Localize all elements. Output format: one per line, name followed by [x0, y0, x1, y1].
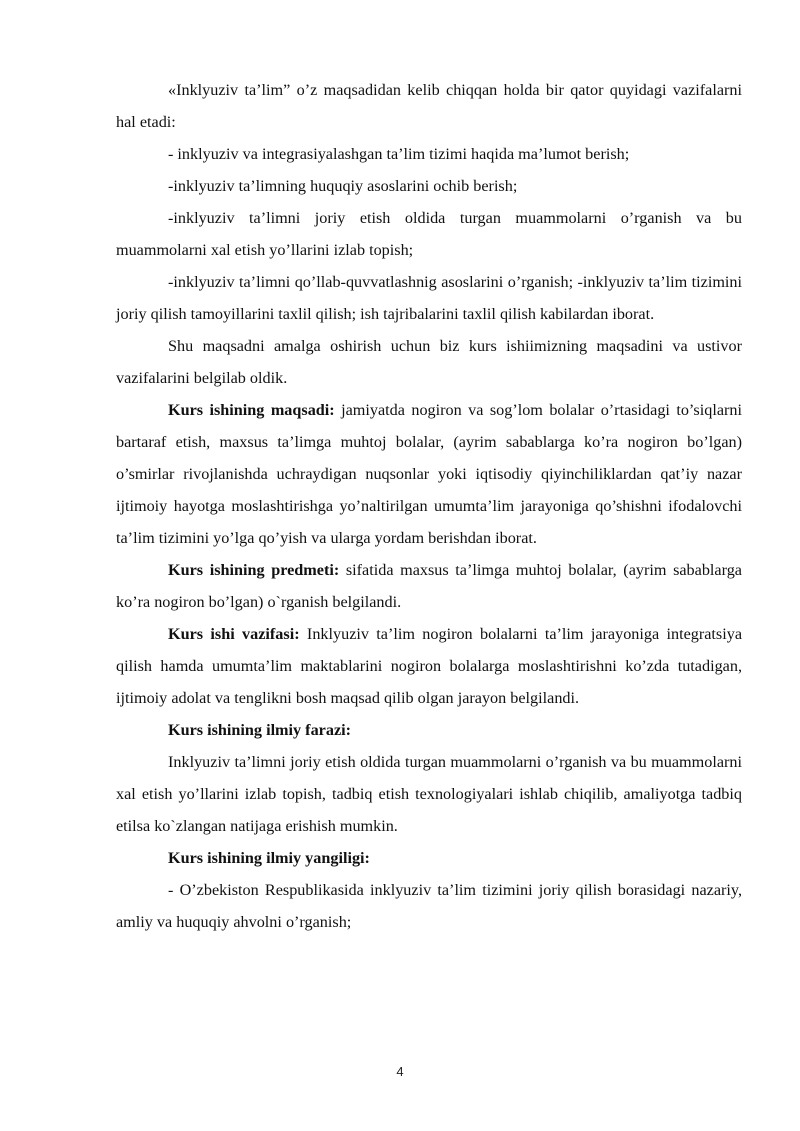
paragraph-goal: Kurs ishining maqsadi: jamiyatda nogiron va sog’lom bolalar o’rtasidagi to’siqlarni bartaraf etish, maxsus ta’limga muhtoj bolalar, (ayrim sabablarga ko’ra nogiron bo’lgan) o’smirlar rivojlanishda uchraydigan nuqsonlar yoki iqtisodiy qiyinchiliklardan qat’iy nazar ijtimoiy hayotga moslashtirishga yo’naltirilgan umumta’lim jarayoniga qo’shishni ifodalovchi ta’lim tizimini yo’lga qo’yish va ularga yordam berishdan iborat.: [116, 401, 742, 547]
document-body: [116, 74, 742, 938]
paragraph-intro: «Inklyuziv ta’lim” o’z maqsadidan kelib chiqqan holda bir qator quyidagi vazifalarni hal etadi:: [116, 81, 742, 131]
paragraph-summary: Shu maqsadni amalga oshirish uchun biz kurs ishiimizning maqsadini va ustivor vazifalarini belgilab oldik.: [116, 337, 742, 387]
paragraph-task-1: - inklyuziv va integrasiyalashgan ta’lim tizimi haqida ma’lumot berish;: [168, 145, 630, 163]
objective-heading: Kurs ishi vazifasi:: [168, 625, 300, 643]
paragraph-subject: Kurs ishining predmeti: sifatida maxsus ta’limga muhtoj bolalar, (ayrim sabablarga ko’ra nogiron bo’lgan) o`rganish belgilandi.: [116, 561, 742, 611]
paragraph-novelty-1: - O’zbekiston Respublikasida inklyuziv ta’lim tizimini joriy qilish borasidagi nazariy, amliy va huquqiy ahvolni o’rganish;: [116, 881, 742, 931]
paragraph-hypothesis: Inklyuziv ta’limni joriy etish oldida turgan muammolarni o’rganish va bu muammolarni xal etish yo’llarini izlab topish, tadbiq etish texnologiyalari ishlab chiqilib, amaliyotga tadbiq etilsa ko`zlangan natijaga erishish mumkin.: [116, 753, 742, 835]
paragraph-task-4: -inklyuziv ta’limni qo’llab-quvvatlashnig asoslarini o’rganish; -inklyuziv ta’lim tizimini joriy qilish tamoyillarini taxlil qilish; ish tajribalarini taxlil qilish kabilardan iborat.: [116, 273, 742, 323]
paragraph-task-3: -inklyuziv ta’limni joriy etish oldida turgan muammolarni o’rganish va bu muammolarni xal etish yo’llarini izlab topish;: [116, 209, 742, 259]
hypothesis-heading: Kurs ishining ilmiy farazi:: [168, 721, 352, 739]
paragraph-hypothesis-heading: [116, 714, 742, 746]
paragraph-task-2: -inklyuziv ta’limning huquqiy asoslarini ochib berish;: [168, 177, 518, 195]
subject-heading: Kurs ishining predmeti:: [168, 561, 340, 579]
paragraph-objective: Kurs ishi vazifasi: Inklyuziv ta’lim nogiron bolalarni ta’lim jarayoniga integratsiya qilish hamda umumta’lim maktablarini nogiron bolalarga moslashtirishni ko’zda tutadigan, ijtimoiy adolat va tenglikni bosh maqsad qilib olgan jarayon belgilandi.: [116, 625, 743, 707]
goal-heading: Kurs ishining maqsadi:: [168, 401, 335, 419]
page-number: 4: [396, 1064, 404, 1079]
paragraph-novelty-heading: [116, 842, 742, 874]
novelty-heading: Kurs ishining ilmiy yangiligi:: [168, 849, 370, 867]
